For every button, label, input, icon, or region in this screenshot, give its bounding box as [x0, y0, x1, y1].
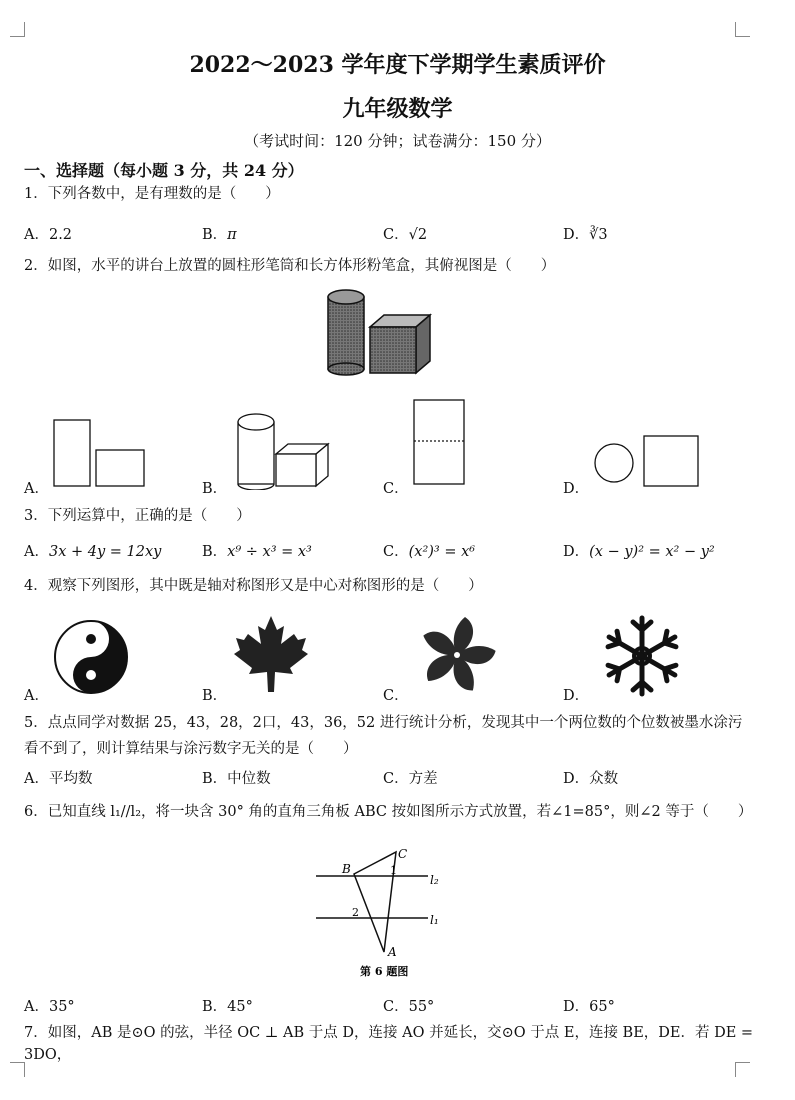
q2-option-a-label: A．	[24, 481, 49, 497]
q1-option-b	[202, 223, 237, 244]
cuboid-shape	[370, 315, 430, 373]
q3-option-d-label: D．	[563, 544, 590, 560]
label-l1: l₁	[430, 913, 439, 927]
label-b: B	[342, 862, 351, 876]
q1-option-c-label: C．	[383, 227, 409, 243]
q1-option-b-label: B．	[202, 227, 228, 243]
label-a: A	[388, 945, 397, 959]
maple-leaf-icon	[232, 612, 310, 696]
q5-option-b: B．中位数	[202, 771, 271, 787]
q4-stem: 4．观察下列图形，其中既是轴对称图形又是中心对称图形的是（ ）	[24, 578, 483, 594]
q4-option-d-label: D．	[563, 688, 590, 704]
q5-option-c: C．方差	[383, 771, 438, 787]
q3-option-b-label: B．	[202, 544, 228, 560]
q2-option-c-label: C．	[383, 481, 409, 497]
crop-mark-bottom-left	[10, 1062, 25, 1077]
q3-option-b	[202, 540, 312, 561]
q3-option-c-label: C．	[383, 544, 409, 560]
page-subtitle: 九年级数学	[342, 96, 453, 122]
q1-option-c-value: √2	[408, 227, 428, 243]
q5-stem-line2: 看不到了，则计算结果与涂污数字无关的是（ ）	[24, 741, 358, 757]
q1-option-b-value: π	[227, 227, 237, 243]
q1-option-a: A．2.2	[24, 227, 73, 243]
crop-mark-top-left	[10, 22, 25, 37]
q6-stem: 6．已知直线 l₁//l₂，将一块含 30° 角的直角三角板 ABC 按如图所示方式放置，若∠1=85°，则∠2 等于（ ）	[24, 804, 753, 820]
cylinder-shape	[328, 290, 364, 375]
yin-yang-icon	[50, 616, 132, 698]
snowflake-icon	[596, 614, 688, 698]
q3-option-a-expr: 3x + 4y = 12xy	[48, 544, 162, 560]
q2-option-c-figure	[410, 398, 470, 488]
q4-option-b-label: B．	[202, 688, 228, 704]
q3-option-c-expr: (x²)³ = x⁶	[408, 544, 476, 560]
q3-option-d-expr: (x − y)² = x² − y²	[589, 544, 715, 560]
q6-option-c: C．55°	[383, 999, 435, 1015]
q6-option-a: A．35°	[24, 999, 75, 1015]
q4-option-a-label: A．	[24, 688, 49, 704]
q5-option-a: A．平均数	[24, 771, 93, 787]
exam-note: （考试时间：120 分钟；试卷满分：150 分）	[244, 132, 551, 150]
section-heading: 一、选择题（每小题 3 分，共 24 分）	[24, 161, 304, 180]
q6-option-d: D．65°	[563, 999, 615, 1015]
label-l2: l₂	[430, 873, 439, 887]
page-title: 2022～2023 学年度下学期学生素质评价	[189, 52, 606, 78]
q5-stem-line1: 5．点点同学对数据 25，43，28，2口，43，36，52 进行统计分析，发现其中一个两位数的个位数被墨水涂污	[24, 715, 743, 731]
label-c: C	[398, 847, 408, 861]
label-angle-1: 1	[390, 864, 397, 877]
q2-stem: 2．如图，水平的讲台上放置的圆柱形笔筒和长方体形粉笔盒，其俯视图是（ ）	[24, 258, 556, 274]
q2-option-a-figure	[50, 418, 150, 490]
q3-option-a	[24, 540, 161, 561]
bauhinia-flower-icon	[412, 610, 502, 700]
q2-option-d-label: D．	[563, 481, 590, 497]
q1-option-c	[383, 223, 427, 244]
q3-option-c	[383, 540, 475, 561]
q1-stem: 1．下列各数中，是有理数的是（ ）	[24, 186, 280, 202]
q3-option-d	[563, 540, 715, 561]
crop-mark-top-right	[735, 22, 750, 37]
q3-option-a-label: A．	[24, 544, 49, 560]
q1-option-d-value: ∛3	[589, 227, 608, 243]
q2-option-b-figure	[234, 410, 334, 490]
q1-option-d	[563, 223, 608, 244]
q7-stem: 7．如图，AB 是⊙O 的弦，半径 OC ⊥ AB 于点 D，连接 AO 并延长，交⊙O 于点 E，连接 BE，DE．若 DE = 3DO，	[24, 1025, 754, 1063]
q6-option-b: B．45°	[202, 999, 253, 1015]
q1-option-d-label: D．	[563, 227, 590, 243]
q3-option-b-expr: x⁹ ÷ x³ = x³	[227, 544, 312, 560]
q4-option-c-label: C．	[383, 688, 409, 704]
q5-option-d: D．众数	[563, 771, 619, 787]
q6-figure	[310, 840, 450, 985]
figure-caption: 第 6 题图	[360, 965, 409, 978]
label-angle-2: 2	[352, 906, 359, 919]
q2-solid-figure	[320, 285, 440, 380]
q3-stem: 3．下列运算中，正确的是（ ）	[24, 508, 251, 524]
q2-option-d-figure	[592, 432, 702, 488]
q2-option-b-label: B．	[202, 481, 228, 497]
